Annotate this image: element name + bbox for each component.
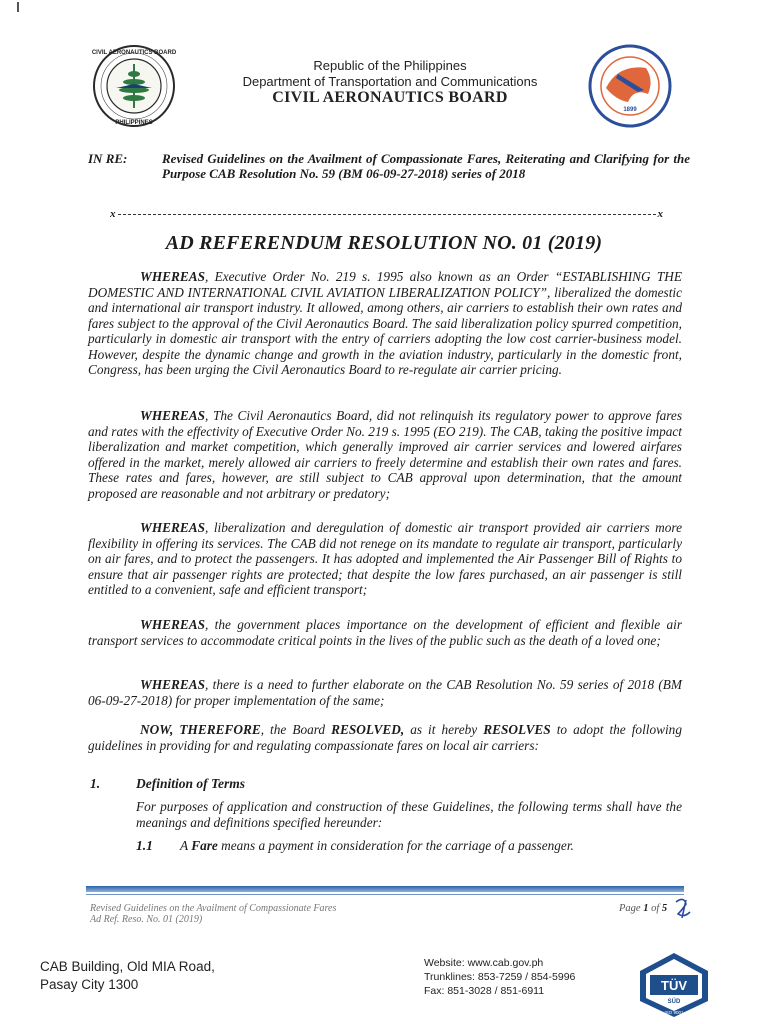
whereas-lead: WHEREAS — [140, 677, 206, 692]
subsection-pre: A — [180, 838, 192, 853]
page-number — [619, 903, 667, 914]
resolved-text-2: as it hereby — [404, 722, 484, 737]
paragraph-text: , liberalization and deregulation of domestic air transport provided air carriers more flexibility in offering its services. The CAB did not renege on its mandate to regulate air transport, particularly on air fares, and to protect the passengers. It has adopted and implemented the Air Passenger Bill of Rights to ensure that air passenger rights are protected; that despite the low fares purchased, an air passenger is still entitled to a convenient, safe and efficient transport; — [88, 520, 682, 597]
subsection-number: 1.1 — [136, 838, 153, 853]
resolved-paragraph — [88, 722, 682, 753]
page-of: of — [648, 903, 662, 914]
footer-doc-reference — [90, 903, 336, 925]
subsection-post: means a payment in consideration for the carriage of a passenger. — [217, 838, 574, 853]
iso-label: ISO 9001 — [664, 1010, 684, 1015]
page-total: 5 — [661, 903, 668, 914]
paragraph-text: , The Civil Aeronautics Board, did not relinquish its regulatory power to approve fares and rates with the effectivity of Executive Order No. 219 s. 1995 (EO 219). The CAB, taking the positive impact liberalization and market competition, which generally improved air carrier services and lowered airfares offered in the market, merely allowed air carriers to freely determine and establish their own rates and fares. These rates and fares, however, are still subject to CAB approval upon determination, that the amount proposed are reasonable and not arbitrary or predatory; — [88, 408, 682, 501]
whereas-lead: WHEREAS — [140, 520, 206, 535]
whereas-paragraph — [88, 269, 682, 378]
resolved-text-1: , the Board — [260, 722, 332, 737]
right-seal-year: 1899 — [623, 107, 637, 113]
whereas-paragraph — [88, 520, 682, 598]
tuv-label: TÜV — [661, 978, 687, 993]
trunklines: Trunklines: 853-7259 / 854-5996 — [424, 971, 576, 983]
whereas-paragraph — [88, 617, 682, 648]
contact-info — [424, 956, 575, 998]
cab-seal-icon — [92, 44, 176, 128]
page-prefix: Page — [619, 903, 644, 914]
office-address — [40, 958, 215, 994]
dotc-seal-icon — [588, 44, 672, 128]
section-text: For purposes of application and construction of these Guidelines, the following terms shall have the meanings and definitions specified hereunder: — [136, 799, 682, 830]
subsection-term: Fare — [191, 838, 218, 853]
paragraph-text: , there is a need to further elaborate on the CAB Resolution No. 59 series of 2018 (BM 06-09-27-2018) for proper implementation of the same; — [88, 677, 682, 708]
section-title: Definition of Terms — [136, 776, 246, 791]
website: Website: www.cab.gov.ph — [424, 957, 544, 969]
fax: Fax: 851-3028 / 851-6911 — [424, 985, 545, 997]
address-line2: Pasay City 1300 — [40, 977, 139, 992]
whereas-lead: WHEREAS — [140, 269, 206, 284]
subsection-text — [180, 838, 574, 854]
left-seal-top-text: CIVIL AERONAUTICS BOARD — [92, 50, 176, 56]
in-re-subject: Revised Guidelines on the Availment of Compassionate Fares, Reiterating and Clarifying for the Purpose CAB Resolution No. 59 (BM 06-09-27-2018) series of 2018 — [162, 151, 690, 181]
section-divider — [110, 208, 670, 220]
paragraph-text: , the government places importance on the development of efficient and flexible air transport services to accommodate critical points in the lives of the public such as the death of a loved one; — [88, 617, 682, 648]
whereas-lead: WHEREAS — [140, 617, 206, 632]
resolved-keyword: RESOLVED, — [331, 722, 405, 737]
divider-left-x: x — [110, 208, 116, 220]
footer-rule — [86, 886, 684, 892]
scan-mark — [17, 2, 19, 12]
resolves-keyword: RESOLVES — [483, 722, 551, 737]
header-republic: Republic of the Philippines — [313, 58, 467, 73]
footer-doc-line2: Ad Ref. Reso. No. 01 (2019) — [90, 914, 203, 925]
divider-right-x: x — [657, 208, 663, 220]
footer-doc-line1: Revised Guidelines on the Availment of Compassionate Fares — [90, 903, 337, 914]
whereas-lead: WHEREAS — [140, 408, 206, 423]
whereas-paragraph — [88, 408, 682, 501]
in-re-label: IN RE: — [88, 151, 128, 166]
address-line1: CAB Building, Old MIA Road, — [40, 959, 215, 974]
tuv-sub-label: SÜD — [667, 999, 681, 1005]
resolution-title: AD REFERENDUM RESOLUTION NO. 01 (2019) — [165, 232, 603, 254]
header-department: Department of Transportation and Communications — [242, 74, 538, 89]
tuv-certification-icon — [636, 951, 712, 1019]
resolved-lead: NOW, THEREFORE — [140, 722, 261, 737]
footer-rule-thin — [86, 894, 684, 895]
left-seal-bottom-text: PHILIPPINES — [115, 120, 153, 126]
section-number: 1. — [90, 776, 101, 791]
header-agency: CIVIL AERONAUTICS BOARD — [272, 89, 508, 106]
whereas-paragraph — [88, 677, 682, 708]
paragraph-text: , Executive Order No. 219 s. 1995 also known as an Order “ESTABLISHING THE DOMESTIC AND INTERNATIONAL CIVIL AVIATION LIBERALIZATION POLICY”, liberalized the domestic and international air transport industry. It allowed, among others, air carriers to establish their own rates and fares subject to the approval of the Civil Aeronautics Board. The said liberalization policy spurred competition, particularly in domestic air transport with the entry of carriers adopting the low cost carrier-business model. However, despite the dynamic change and growth in the aviation industry, particularly in the domestic front, Congress, has been urging the Civil Aeronautics Board to re-regulate air carrier pricing. — [88, 269, 682, 377]
handwritten-initial-icon — [672, 896, 694, 920]
resolved-text-3: to adopt the following guidelines in providing for and regulating compassionate fares on local air carriers: — [88, 722, 682, 753]
page-current: 1 — [643, 903, 649, 914]
